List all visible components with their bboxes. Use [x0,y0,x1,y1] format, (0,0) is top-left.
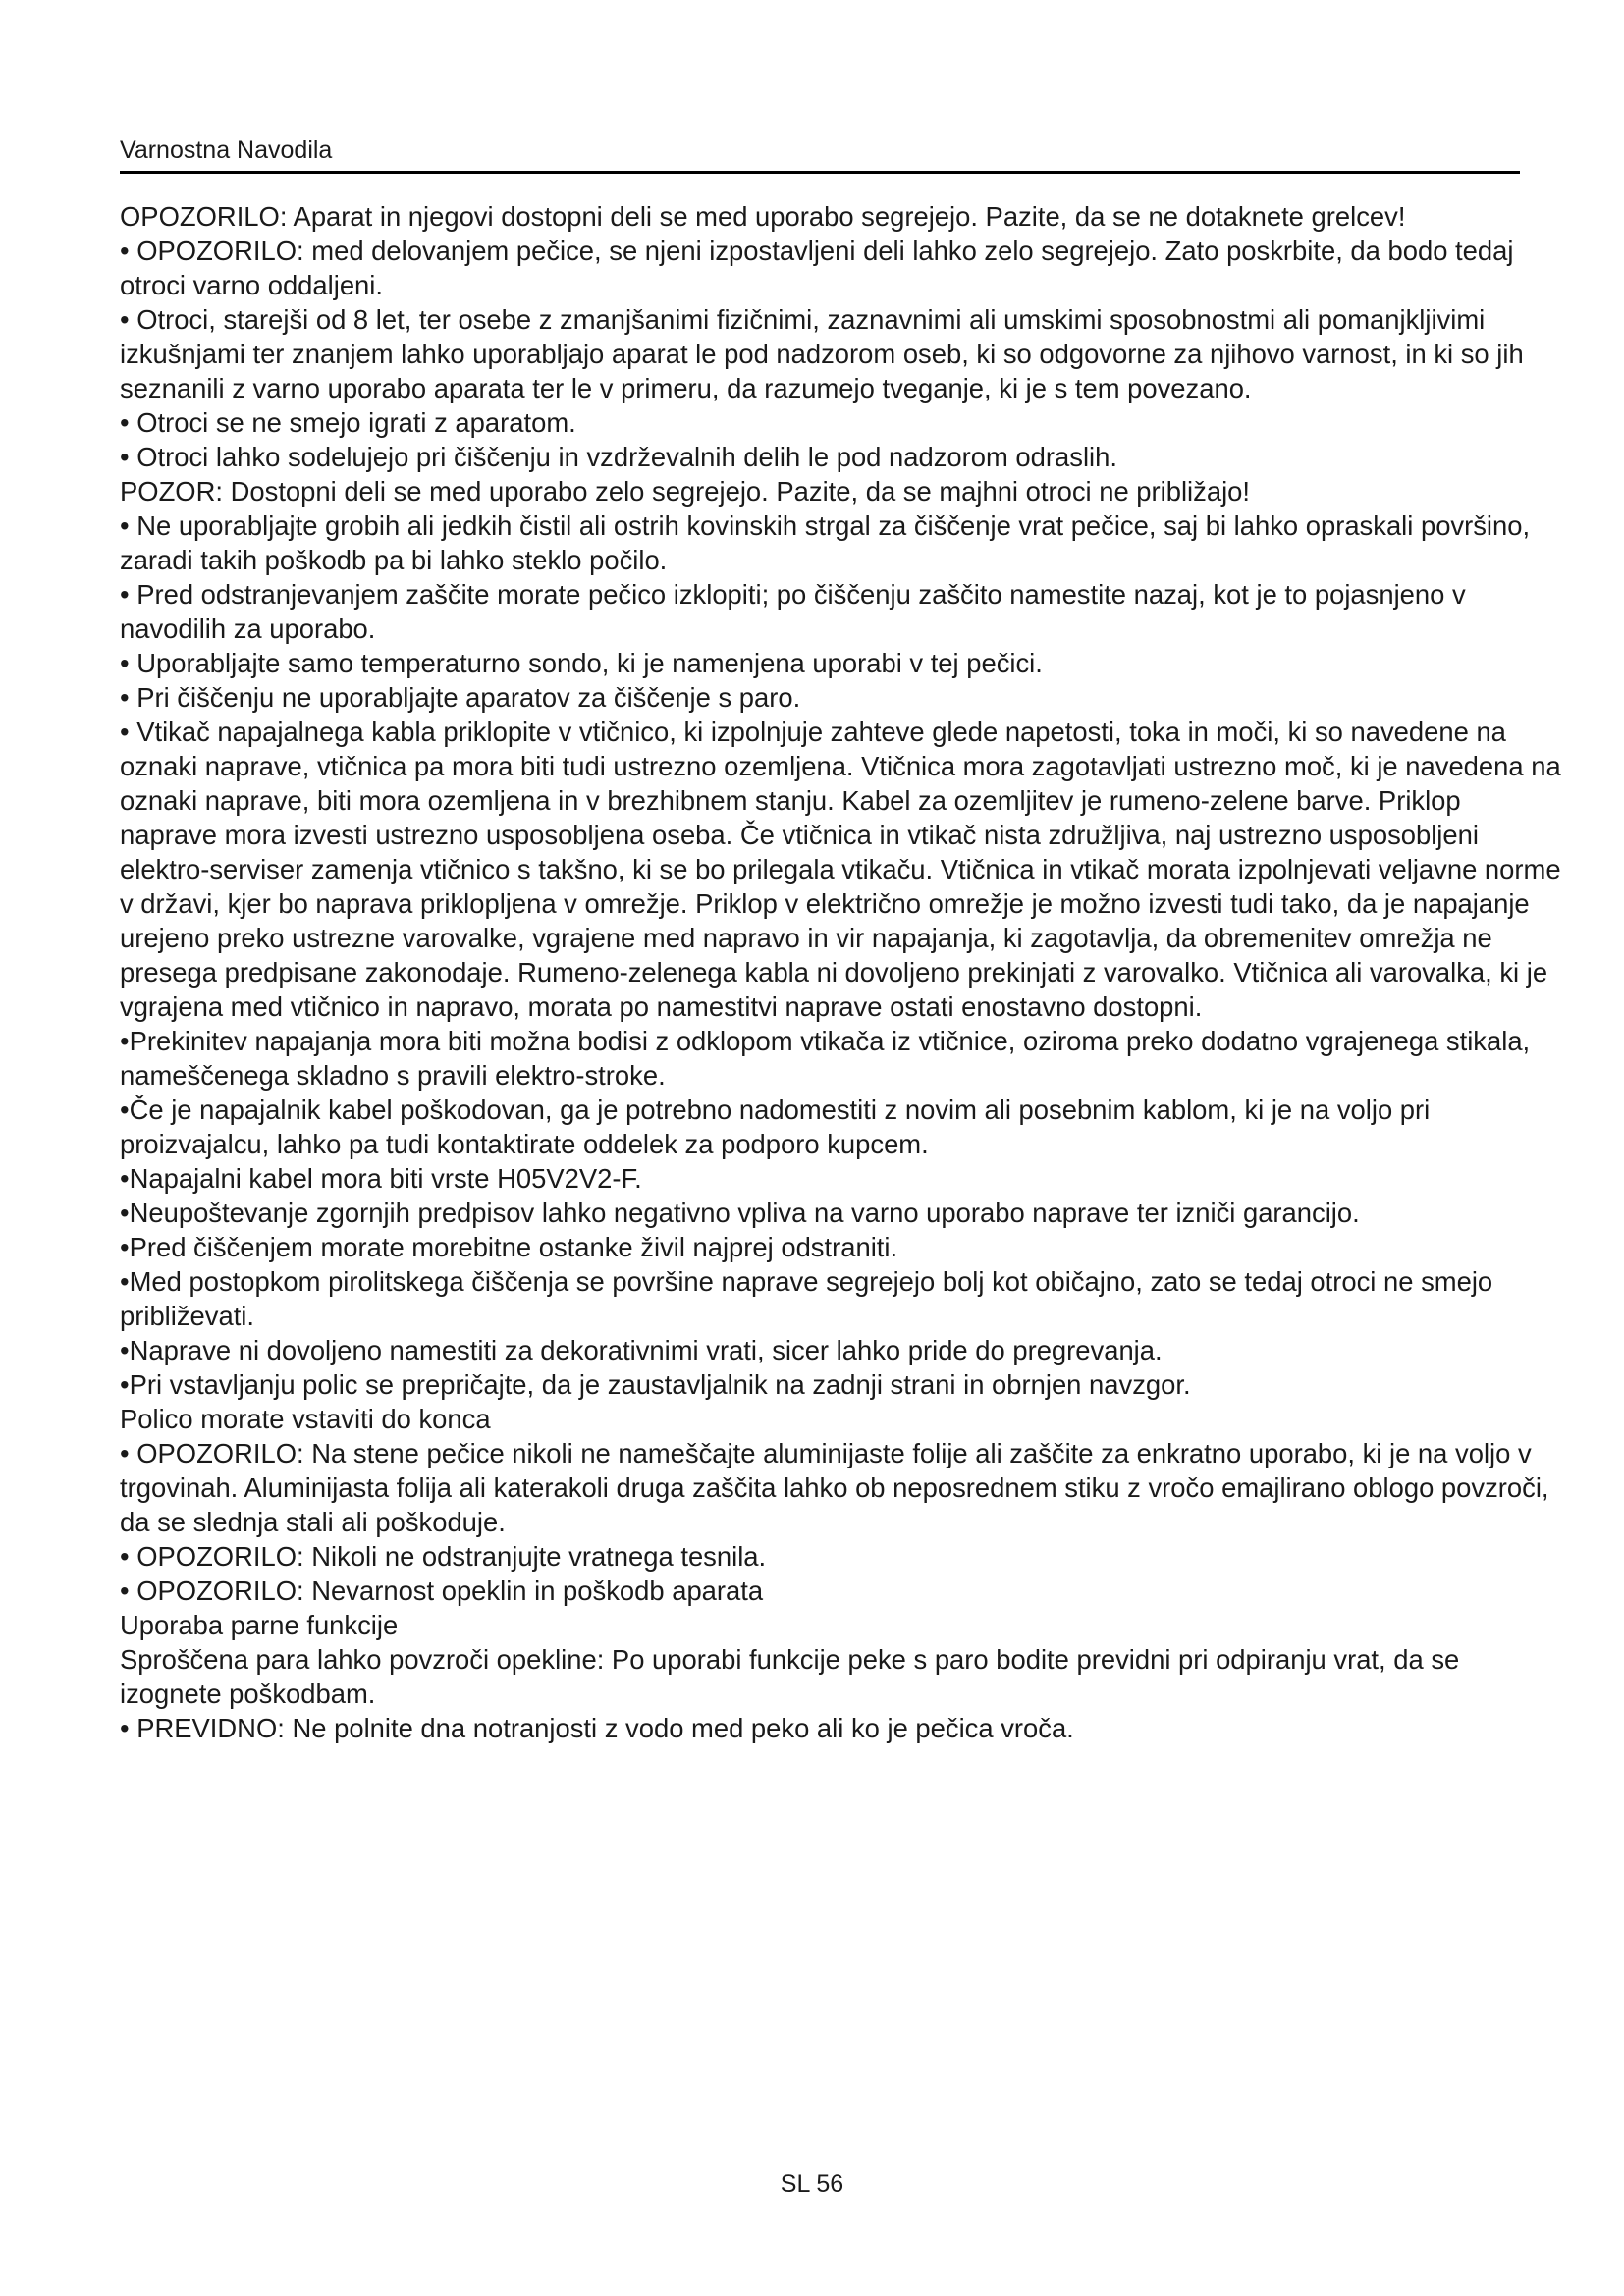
paragraph: • Pred odstranjevanjem zaščite morate pečico izklopiti; po čiščenju zaščito namestite nazaj, kot je to pojasnjeno v navodilih za uporabo. [120,579,1466,644]
paragraph: •Pred čiščenjem morate morebitne ostanke živil najprej odstraniti. [120,1232,898,1262]
paragraph: • Uporabljajte samo temperaturno sondo, ki je namenjena uporabi v tej pečici. [120,648,1043,678]
paragraph: •Naprave ni dovoljeno namestiti za dekorativnimi vrati, sicer lahko pride do pregrevanja. [120,1335,1163,1365]
paragraph: Uporaba parne funkcije [120,1610,399,1640]
paragraph: • PREVIDNO: Ne polnite dna notranjosti z vodo med peko ali ko je pečica vroča. [120,1713,1074,1743]
paragraph: • Otroci lahko sodelujejo pri čiščenju in vzdrževalnih delih le pod nadzorom odraslih. [120,442,1117,472]
paragraph: • Otroci, starejši od 8 let, ter osebe z zmanjšanimi fizičnimi, zaznavnimi ali umskimi sposobnostmi ali pomanjkljivimi izkušnjami ter znanjem lahko uporabljajo aparat le pod nadzorom oseb, ki so odgovorne za njihovo varnost, in ki so jih seznanili z varno uporabo aparata ter le v primeru, da razumejo tveganje, ki je s tem povezano. [120,304,1524,403]
paragraph: • Ne uporabljajte grobih ali jedkih čistil ali ostrih kovinskih strgal za čiščenje vrat pečice, saj bi lahko opraskali površino, zaradi takih poškodb pa bi lahko steklo počilo. [120,510,1531,575]
paragraph: OPOZORILO: Aparat in njegovi dostopni deli se med uporabo segrejejo. Pazite, da se ne dotaknete grelcev! [120,201,1406,232]
page-number: SL 56 [780,2170,844,2198]
paragraph: Sproščena para lahko povzroči opekline: Po uporabi funkcije peke s paro bodite previdni pri odpiranju vrat, da se izognete poškodbam. [120,1644,1460,1709]
paragraph: • OPOZORILO: Nevarnost opeklin in poškodb aparata [120,1575,764,1606]
safety-instructions-body [120,199,1563,1745]
paragraph: POZOR: Dostopni deli se med uporabo zelo segrejejo. Pazite, da se majhni otroci ne približajo! [120,476,1250,507]
paragraph: •Neupoštevanje zgornjih predpisov lahko negativno vpliva na varno uporabo naprave ter izniči garancijo. [120,1198,1360,1228]
paragraph: •Napajalni kabel mora biti vrste H05V2V2-F. [120,1163,642,1194]
paragraph: • Pri čiščenju ne uporabljajte aparatov za čiščenje s paro. [120,682,801,713]
section-title: Varnostna Navodila [120,136,333,164]
paragraph: •Med postopkom pirolitskega čiščenja se površine naprave segrejejo bolj kot običajno, zato se tedaj otroci ne smejo približevati. [120,1266,1493,1331]
paragraph: • OPOZORILO: Na stene pečice nikoli ne nameščajte aluminijaste folije ali zaščite za enkratno uporabo, ki je na voljo v trgovinah. Aluminijasta folija ali katerakoli druga zaščita lahko ob neposrednem stiku z vročo emajlirano oblogo povzroči, da se slednja stali ali poškoduje. [120,1438,1549,1537]
paragraph: •Prekinitev napajanja mora biti možna bodisi z odklopom vtikača iz vtičnice, oziroma preko dodatno vgrajenega stikala, nameščenega skladno s pravili elektro-stroke. [120,1026,1531,1091]
paragraph: • Otroci se ne smejo igrati z aparatom. [120,407,576,438]
paragraph: •Pri vstavljanju polic se prepričajte, da je zaustavljalnik na zadnji strani in obrnjen navzgor. [120,1369,1191,1400]
paragraph: • OPOZORILO: med delovanjem pečice, se njeni izpostavljeni deli lahko zelo segrejejo. Zato poskrbite, da bodo tedaj otroci varno oddaljeni. [120,236,1514,300]
paragraph: • OPOZORILO: Nikoli ne odstranjujte vratnega tesnila. [120,1541,767,1572]
paragraph: Polico morate vstaviti do konca [120,1404,491,1434]
paragraph: •Če je napajalnik kabel poškodovan, ga je potrebno nadomestiti z novim ali posebnim kablom, ki je na voljo pri proizvajalcu, lahko pa tudi kontaktirate oddelek za podporo kupcem. [120,1095,1431,1159]
paragraph: • Vtikač napajalnega kabla priklopite v vtičnico, ki izpolnjuje zahteve glede napetosti, toka in moči, ki so navedene na oznaki naprave, vtičnica pa mora biti tudi ustrezno ozemljena. Vtičnica mora zagotavljati ustrezno moč, ki je navedena na oznaki naprave, biti mora ozemljena in v brezhibnem stanju. Kabel za ozemljitev je rumeno-zelene barve. Priklop naprave mora izvesti ustrezno usposobljena oseba. Če vtičnica in vtikač nista združljiva, naj ustrezno usposobljeni elektro-serviser zamenja vtičnico s takšno, ki se bo prilegala vtikaču. Vtičnica in vtikač morata izpolnjevati veljavne norme v državi, kjer bo naprava priklopljena v omrežje. Priklop v električno omrežje je možno izvesti tudi tako, da je napajanje urejeno preko ustrezne varovalke, vgrajene med napravo in vir napajanja, ki zagotavlja, da obremenitev omrežja ne presega predpisane zakonodaje. Rumeno-zelenega kabla ni dovoljeno prekinjati z varovalko. Vtičnica ali varovalka, ki je vgrajena med vtičnico in napravo, morata po namestitvi naprave ostati enostavno dostopni. [120,717,1561,1022]
header-divider [120,171,1520,174]
